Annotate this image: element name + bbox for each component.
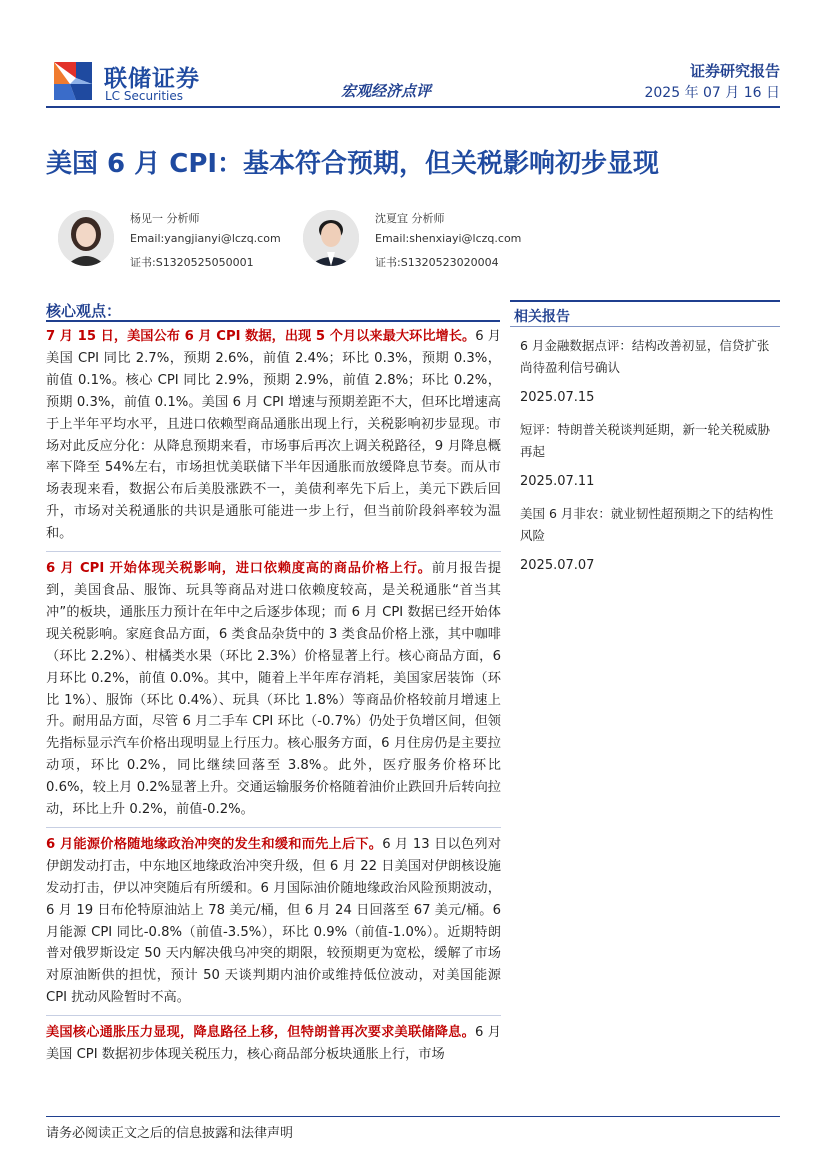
related-report-date: 2025.07.07: [520, 558, 595, 573]
analyst-1-email[interactable]: Email:yangjianyi@lczq.com: [130, 232, 281, 245]
brand-name-en: LC Securities: [105, 89, 184, 103]
paragraph-2-text: 前月报告提到，美国食品、服饰、玩具等商品对进口依赖度较高，是关税通胀“首当其冲”的板块，通胀压力预计在年中之后逐步体现；而 6 月 CPI 数据已经开始体现关税影响。家庭食品方面，6 类食品杂货中的 3 类食品价格上涨，其中咖啡（环比 2.2%）、柑橘类水果（环比 2.3%）价格显著上行。核心商品方面，6 月环比 0.2%，前值 0.0%。其中，随着上半年库存消耗，美国家居装饰（环比 1%）、服饰（环比 0.4%）、玩具（环比 1.8%）等商品价格较前月增速上升。耐用品方面，尽管 6 月二手车 CPI 环比（-0.7%）仍处于负增区间，但领先指标显示汽车价格出现明显上行压力。核心服务方面，6 月住房仍是主要拉动项，环比 0.2%，同比继续回落至 3.8%。此外，医疗服务价格环比 0.6%，较上月 0.2%显著上升。交通运输服务价格随着油价止跌回升后转向拉动，环比上升 0.2%，前值-0.2%。: [46, 561, 501, 818]
analyst-2-cert: 证书:S1320523020004: [375, 256, 499, 269]
analyst-1-cert: 证书:S1320525050001: [130, 256, 254, 269]
paragraph-divider: [46, 827, 501, 828]
report-type: 证券研究报告: [689, 62, 780, 80]
paragraph-divider: [46, 551, 501, 552]
analyst-1-name: 杨见一 分析师: [130, 212, 200, 225]
related-report-date: 2025.07.11: [520, 474, 595, 489]
related-report-title[interactable]: 美国 6 月非农：就业韧性超预期之下的结构性风险: [520, 506, 774, 543]
related-reports-header: [510, 300, 780, 327]
paragraph-3-highlight: 6 月能源价格随地缘政治冲突的发生和缓和而先上后下。: [46, 836, 383, 852]
related-report-date: 2025.07.15: [520, 390, 595, 405]
header-divider: [46, 106, 780, 108]
core-view-heading: 核心观点：: [46, 302, 122, 320]
related-reports: [510, 300, 780, 587]
core-view-body: [46, 326, 501, 1066]
paragraph-1-highlight: 7 月 15 日，美国公布 6 月 CPI 数据，出现 5 个月以来最大环比增长。: [46, 329, 476, 344]
analyst-2-email[interactable]: Email:shenxiayi@lczq.com: [375, 232, 522, 245]
paragraph-1-text: 6 月美国 CPI 同比 2.7%，预期 2.6%，前值 2.4%；环比 0.3%，预期 0.3%，前值 0.1%。核心 CPI 同比 2.9%，预期 2.9%，前值 2.8%；环比 0.2%，预期 0.3%，前值 0.1%。美国 6 月 CPI 增速与预期差距不大，但环比增速高于上半年平均水平，且进口依赖型商品通胀出现上行，关税影响初步显现。市场对此反应分化：从降息预期来看，市场事后再次上调关税路径，9 月降息概率下降至 54%左右，市场担忧美联储下半年因通胀而放缓降息节奏。而从市场表现来看，数据公布后美股涨跌不一，美债利率先下后上，美元下跌后回升，市场对关税通胀的共识是通胀可能进一步上行，但当前阶段斜率较为温和。: [46, 329, 501, 542]
footer-divider: [46, 1116, 780, 1117]
lc-securities-logo-icon: [50, 58, 96, 104]
paragraph-3-text: 6 月 13 日以色列对伊朗发动打击，中东地区地缘政治冲突升级，但 6 月 22 日美国对伊朗核设施发动打击，伊以冲突随后有所缓和。6 月国际油价随地缘政治风险预期波动，6 月 19 日布伦特原油站上 78 美元/桶，但 6 月 24 日回落至 67 美元/桶。6 月能源 CPI 同比-0.8%（前值-3.5%），环比 0.9%（前值-1.0%）。近期特朗普对俄罗斯设定 50 天内解决俄乌冲突的期限，较预期更为宽松，缓解了市场对原油断供的担忧，预计 50 天谈判期内油价或维持低位波动，对美国能源 CPI 扰动风险暂时不高。: [46, 836, 501, 1006]
paragraph-1: [46, 326, 501, 545]
analyst-avatar-female-icon: [58, 210, 114, 266]
core-view-divider: [46, 320, 500, 322]
footer-disclaimer[interactable]: 请务必阅读正文之后的信息披露和法律声明: [46, 1126, 294, 1141]
paragraph-divider: [46, 1015, 501, 1016]
related-reports-heading: 相关报告: [514, 309, 570, 325]
paragraph-2: [46, 558, 501, 821]
paragraph-3: [46, 834, 501, 1009]
analyst-2-name: 沈夏宜 分析师: [375, 212, 445, 225]
report-date: 2025 年 07 月 16 日: [644, 85, 780, 101]
brand-name-cn: 联储证券: [104, 66, 200, 92]
paragraph-4-text: 6 月美国 CPI 数据初步体现关税压力，核心商品部分板块通胀上行，市场: [46, 1025, 501, 1063]
analyst-avatar-male-icon: [303, 210, 359, 266]
page-title: 美国 6 月 CPI：基本符合预期，但关税影响初步显现: [46, 149, 660, 179]
paragraph-4-highlight: 美国核心通胀压力显现，降息路径上移，但特朗普再次要求美联储降息。: [46, 1025, 475, 1041]
list-item[interactable]: [520, 335, 780, 409]
related-report-title[interactable]: 短评：特朗普关税谈判延期，新一轮关税威胁再起: [520, 422, 771, 459]
paragraph-2-highlight: 6 月 CPI 开始体现关税影响，进口依赖度高的商品价格上行。: [46, 561, 432, 577]
list-item[interactable]: [520, 419, 780, 493]
related-report-title[interactable]: 6 月金融数据点评：结构改善初显，信贷扩张尚待盈利信号确认: [520, 338, 770, 375]
list-item[interactable]: [520, 503, 780, 577]
related-reports-list: [510, 327, 780, 577]
paragraph-4: [46, 1022, 501, 1066]
report-category: 宏观经济点评: [341, 82, 432, 100]
